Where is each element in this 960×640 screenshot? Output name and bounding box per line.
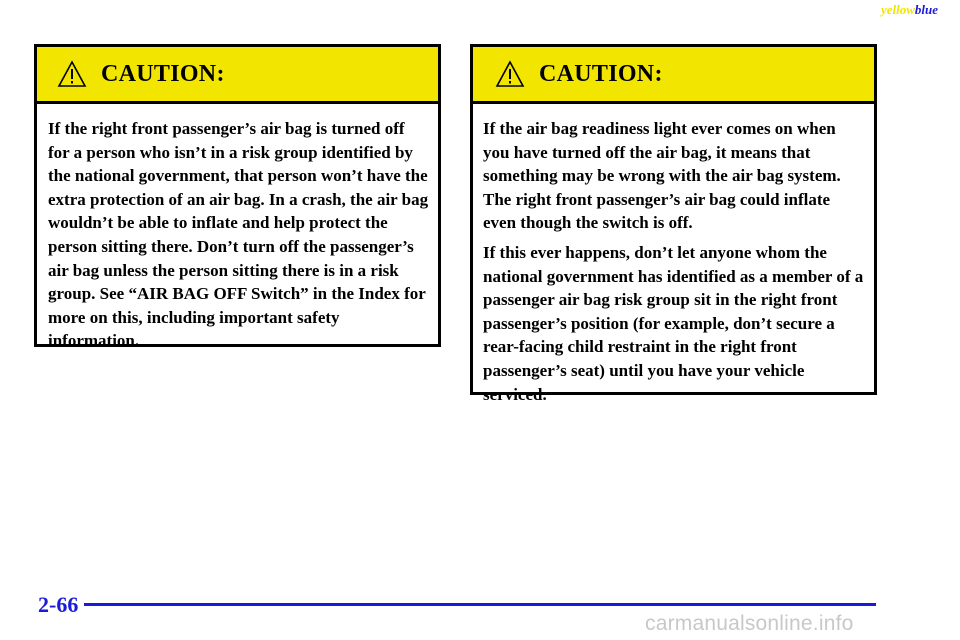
edition-blue: blue	[914, 2, 938, 17]
caution-header	[473, 47, 874, 104]
caution-header	[37, 47, 438, 104]
caution-body	[37, 104, 438, 353]
caution-paragraph: If the right front passenger’s air bag is turned off for a person who isn’t in a risk group identified by the national government, that person won’t have the extra protection of an air bag. In a crash, the air bag wouldn’t be able to inflate and help protect the person sitting there. Don’t turn off the passenger’s air bag unless the person sitting there is in a risk group. See “AIR BAG OFF Switch” in the Index for more on this, including important safety information.	[48, 119, 429, 351]
page-number: 2-66	[38, 592, 79, 617]
footer-rule	[84, 603, 876, 606]
watermark: carmanualsonline.info	[645, 612, 854, 635]
caution-paragraph: If this ever happens, don’t let anyone whom the national government has identified as a member of a passenger air bag risk group sit in the right front passenger’s position (for example, don’t secure a rear-facing child restraint in the right front passenger’s seat) until you have your vehicle serviced.	[483, 242, 864, 404]
edition-yellow: yellow	[880, 2, 915, 17]
caution-paragraph: If the air bag readiness light ever comes on when you have turned off the air bag, it means that something may be wrong with the air bag system. The right front passenger’s air bag could inflate even though the switch is off.	[483, 119, 841, 233]
warning-triangle-icon	[495, 60, 525, 88]
caution-box-left	[34, 44, 441, 351]
caution-title: CAUTION:	[101, 60, 225, 87]
caution-body	[473, 104, 874, 406]
edition-marker	[881, 2, 938, 18]
caution-box-right	[470, 44, 877, 404]
warning-triangle-icon	[57, 60, 87, 88]
caution-title: CAUTION:	[539, 60, 663, 87]
